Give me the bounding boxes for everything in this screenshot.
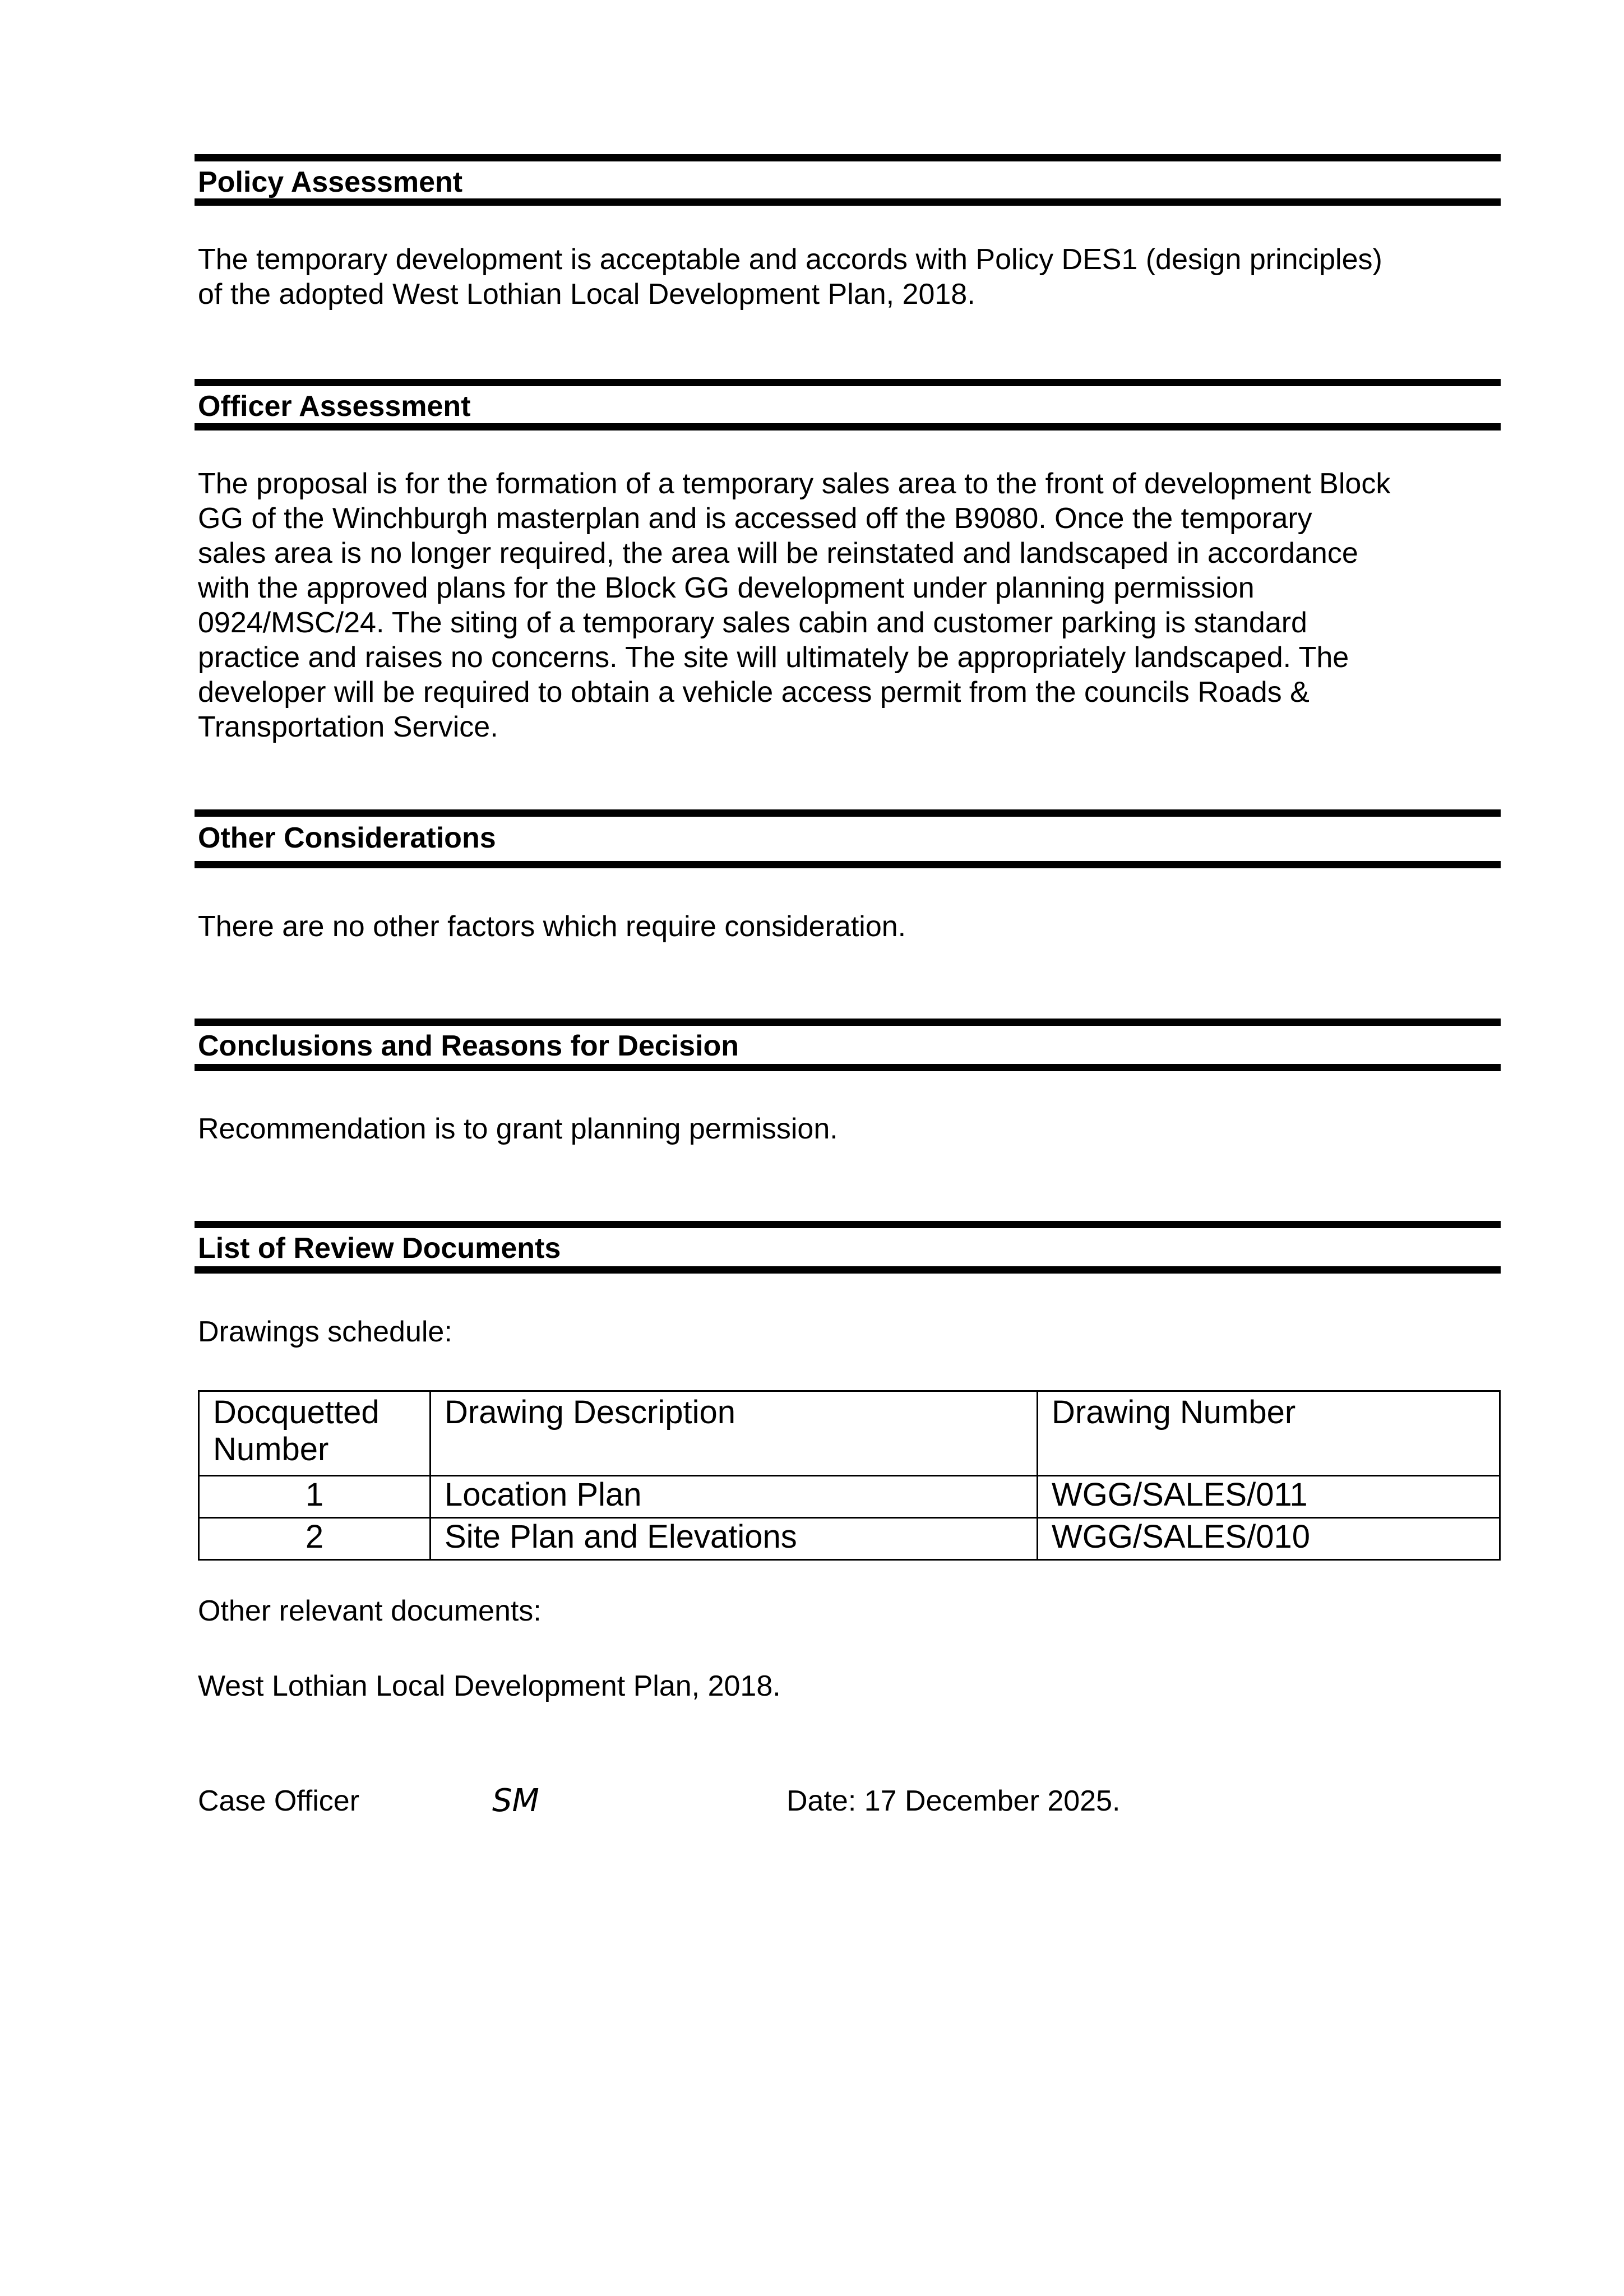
case-officer-initials: SM: [492, 1783, 539, 1819]
text-line: sales area is no longer required, the area will be reinstated and landscaped in accordance: [198, 537, 1358, 570]
drawings-table: [198, 1390, 1501, 1561]
section-rule-top: [195, 1221, 1501, 1228]
section-rule-bottom: [195, 861, 1501, 868]
text-line: developer will be required to obtain a vehicle access permit from the councils Roads &: [198, 676, 1310, 709]
conclusions-text: [198, 1112, 838, 1146]
text-line: The proposal is for the formation of a temporary sales area to the front of development Block: [198, 467, 1391, 500]
table-row: [199, 1476, 1500, 1518]
section-rule-top: [195, 1019, 1501, 1026]
section-rule-top: [195, 809, 1501, 817]
column-header-docquetted-number: Docquetted Number: [199, 1391, 431, 1476]
docquetted-number-cell: 1: [199, 1476, 431, 1518]
text-line: 0924/MSC/24. The siting of a temporary sales cabin and customer parking is standard: [198, 607, 1307, 639]
policy-assessment-heading: Policy Assessment: [198, 166, 463, 198]
case-officer-label: Case Officer: [198, 1785, 360, 1817]
section-rule-bottom: [195, 423, 1501, 430]
section-rule-top: [195, 154, 1501, 161]
column-header-drawing-number: Drawing Number: [1038, 1391, 1500, 1476]
officer-assessment-heading: Officer Assessment: [198, 390, 471, 423]
drawing-number-cell: WGG/SALES/011: [1038, 1476, 1500, 1518]
decision-date: Date: 17 December 2025.: [786, 1785, 1121, 1817]
officer-assessment-text: [198, 466, 1390, 744]
drawing-description-cell: Location Plan: [431, 1476, 1038, 1518]
table-row: [199, 1518, 1500, 1560]
text-line: There are no other factors which require consideration.: [198, 910, 906, 943]
table-header-row: [199, 1391, 1500, 1476]
section-rule-bottom: [195, 1064, 1501, 1071]
drawing-description-cell: Site Plan and Elevations: [431, 1518, 1038, 1560]
review-documents-heading: List of Review Documents: [198, 1232, 561, 1265]
text-line: with the approved plans for the Block GG development under planning permission: [198, 572, 1255, 604]
docquetted-number-cell: 2: [199, 1518, 431, 1560]
text-line: Recommendation is to grant planning permission.: [198, 1113, 838, 1145]
other-documents-label: Other relevant documents:: [198, 1595, 542, 1627]
other-considerations-text: [198, 909, 906, 944]
text-line: The temporary development is acceptable and accords with Policy DES1 (design principles): [198, 243, 1382, 276]
drawings-schedule-label: Drawings schedule:: [198, 1316, 452, 1348]
text-line: Transportation Service.: [198, 711, 498, 743]
conclusions-heading: Conclusions and Reasons for Decision: [198, 1030, 739, 1062]
text-line: GG of the Winchburgh masterplan and is accessed off the B9080. Once the temporary: [198, 502, 1312, 535]
drawing-number-cell: WGG/SALES/010: [1038, 1518, 1500, 1560]
section-rule-bottom: [195, 198, 1501, 206]
text-line: of the adopted West Lothian Local Development Plan, 2018.: [198, 278, 975, 311]
other-documents-text: West Lothian Local Development Plan, 2018.: [198, 1670, 781, 1702]
policy-assessment-text: [198, 242, 1382, 312]
column-header-drawing-description: Drawing Description: [431, 1391, 1038, 1476]
text-line: practice and raises no concerns. The site will ultimately be appropriately landscaped. The: [198, 641, 1349, 674]
other-considerations-heading: Other Considerations: [198, 822, 496, 854]
section-rule-top: [195, 379, 1501, 386]
section-rule-bottom: [195, 1266, 1501, 1274]
